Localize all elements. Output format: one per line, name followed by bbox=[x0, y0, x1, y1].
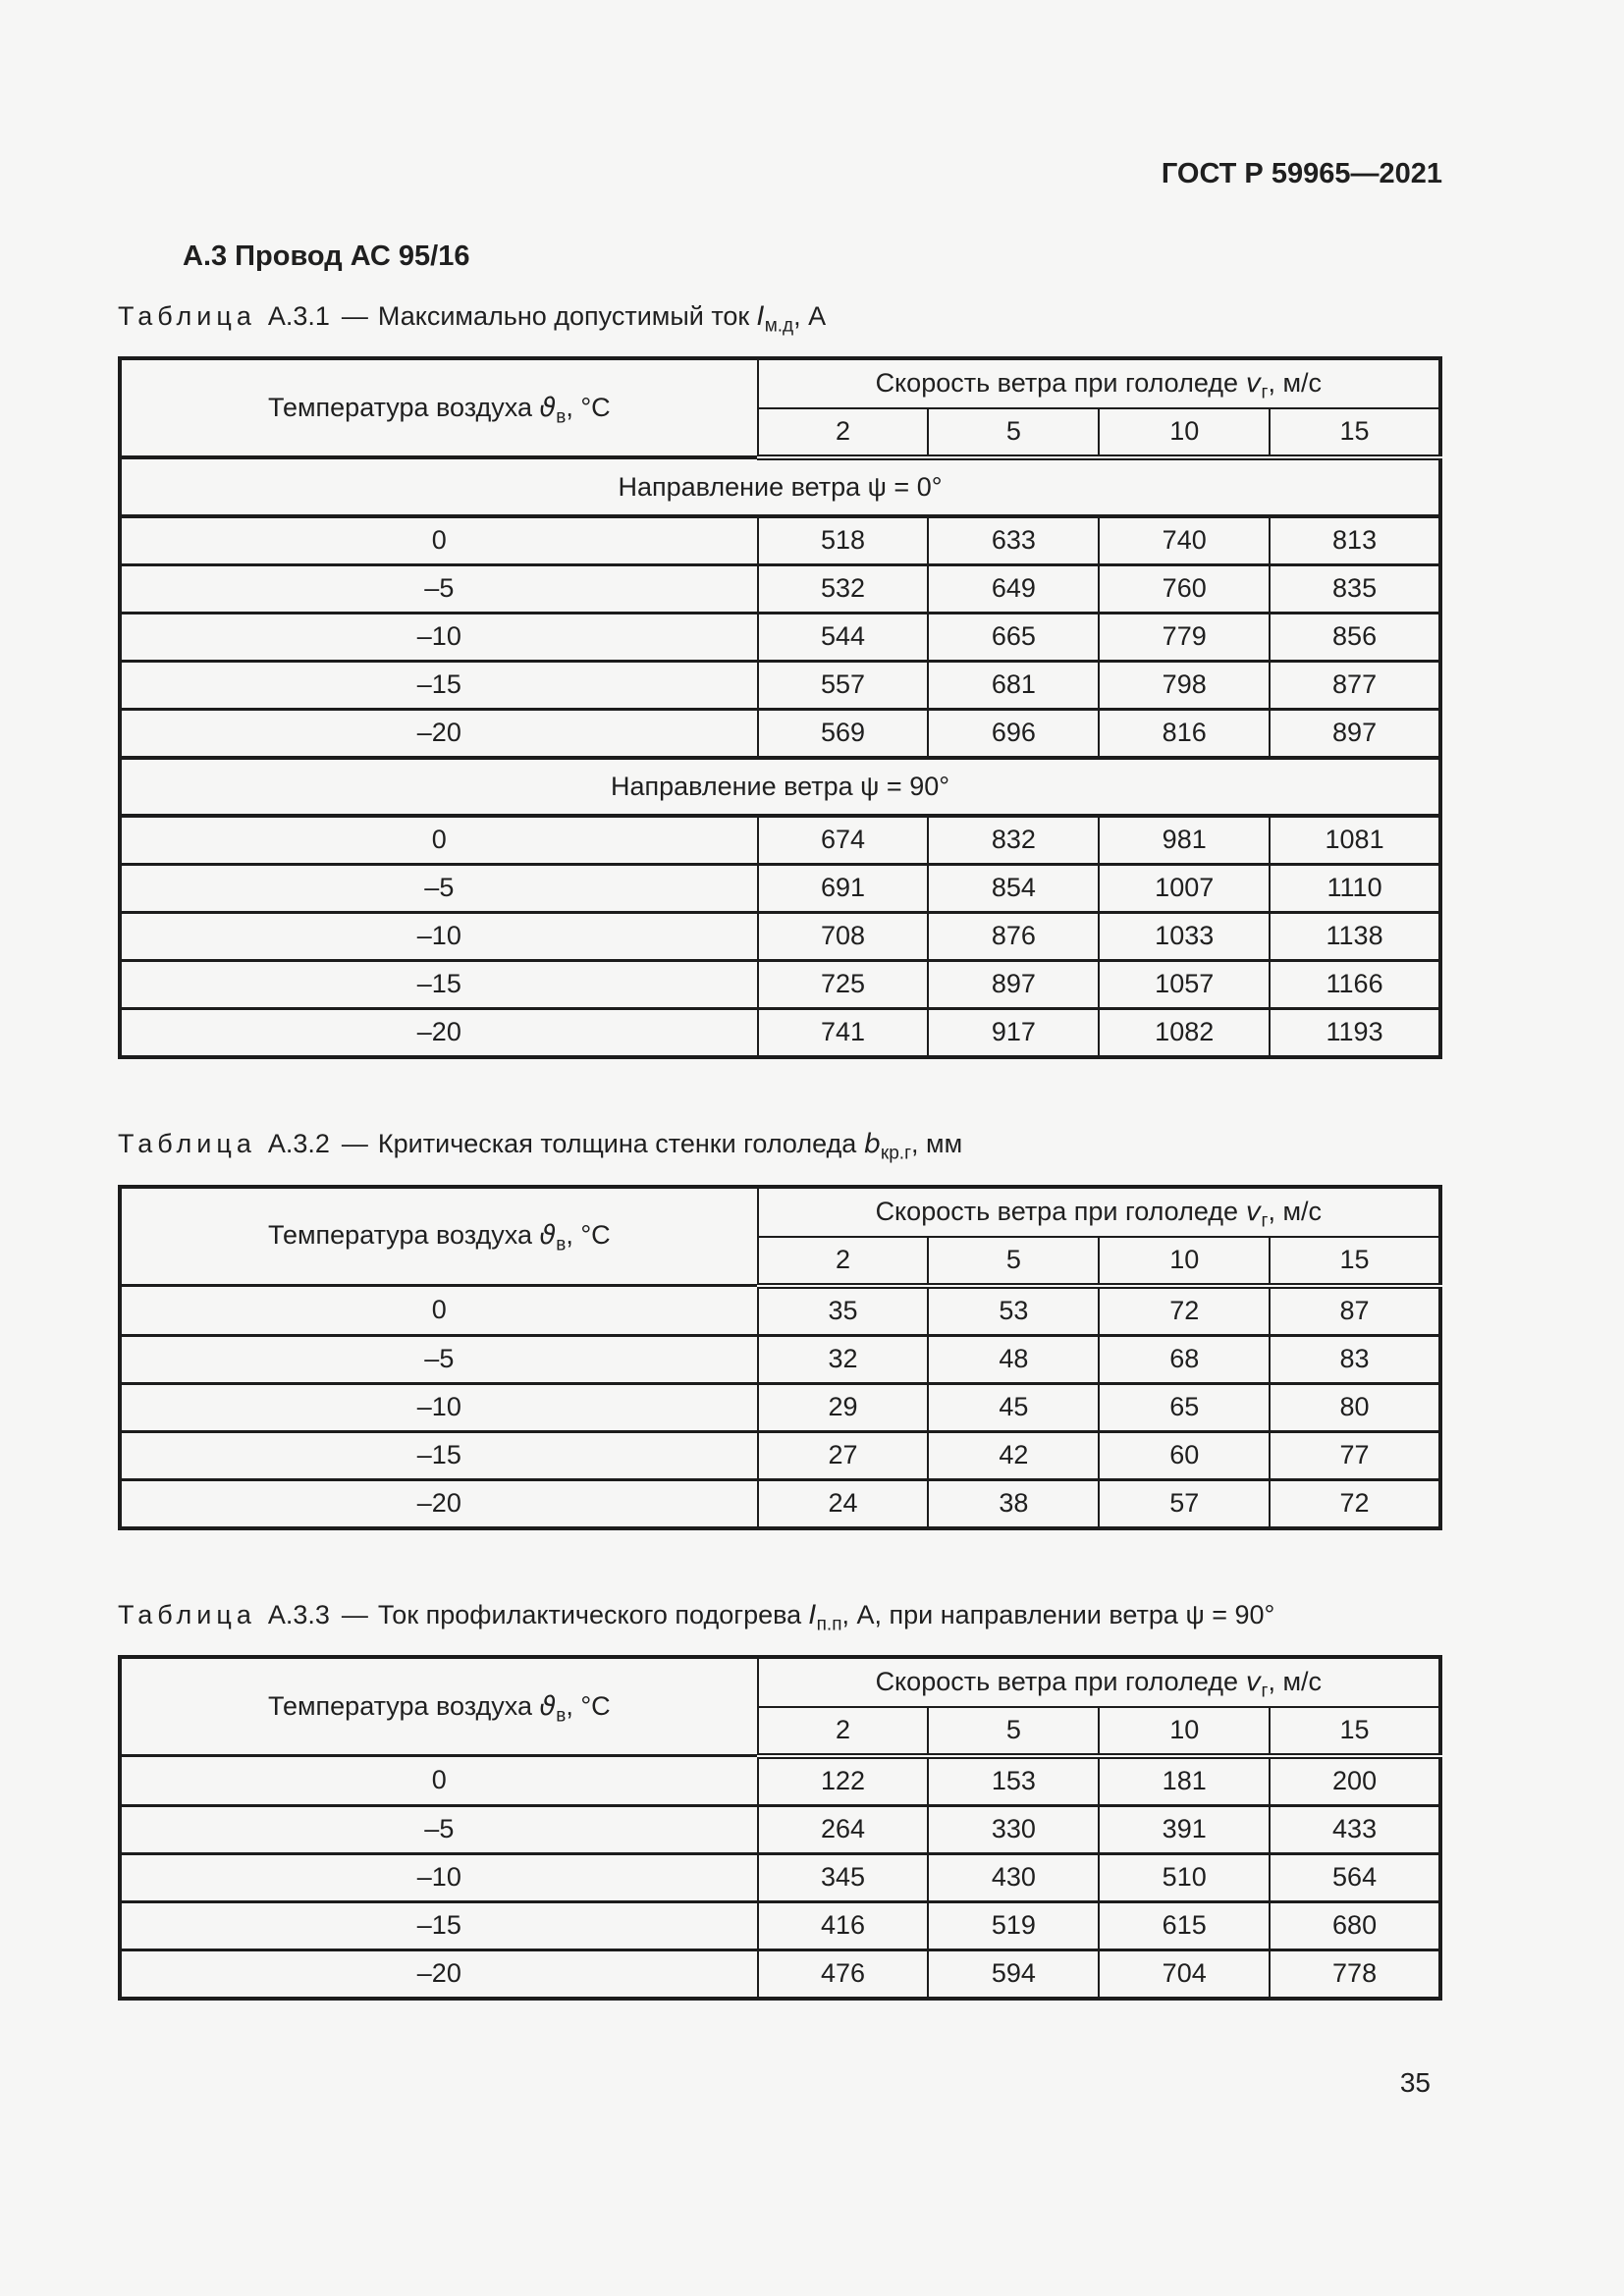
value-cell: 981 bbox=[1099, 816, 1270, 865]
value-cell: 532 bbox=[758, 565, 929, 614]
temp-header-text: Температура воздуха bbox=[267, 392, 540, 422]
v-symbol: v bbox=[1245, 368, 1262, 400]
value-cell: 29 bbox=[758, 1383, 929, 1431]
value-cell: 877 bbox=[1270, 662, 1440, 710]
value-cell: 83 bbox=[1270, 1335, 1440, 1383]
value-cell: 741 bbox=[758, 1009, 929, 1058]
value-cell: 53 bbox=[928, 1286, 1099, 1336]
temperature-value-cell: –10 bbox=[120, 1383, 758, 1431]
value-cell: 72 bbox=[1099, 1286, 1270, 1336]
value-cell: 1110 bbox=[1270, 865, 1440, 913]
wind-speed-group-header bbox=[758, 1657, 1440, 1707]
table-row bbox=[120, 865, 1440, 913]
speed-header-text: Скорость ветра при гололеде bbox=[875, 1196, 1246, 1226]
temperature-value-cell: 0 bbox=[120, 516, 758, 565]
wind-direction-row bbox=[120, 758, 1440, 816]
caption-suffix: , мм bbox=[911, 1129, 963, 1159]
value-cell: 760 bbox=[1099, 565, 1270, 614]
caption-label: Таблица bbox=[118, 1129, 256, 1159]
table-header-row bbox=[120, 1187, 1440, 1237]
temperature-value-cell: –15 bbox=[120, 1901, 758, 1949]
value-cell: 704 bbox=[1099, 1949, 1270, 1999]
value-cell: 519 bbox=[928, 1901, 1099, 1949]
value-cell: 330 bbox=[928, 1805, 1099, 1853]
speed-col-header: 10 bbox=[1099, 1707, 1270, 1756]
caption-number: А.3.2 bbox=[267, 1129, 330, 1159]
value-cell: 708 bbox=[758, 913, 929, 961]
speed-col-header: 5 bbox=[928, 1237, 1099, 1286]
value-cell: 391 bbox=[1099, 1805, 1270, 1853]
section-heading: А.3 Провод АС 95/16 bbox=[183, 240, 470, 272]
value-cell: 778 bbox=[1270, 1949, 1440, 1999]
caption-symbol: b bbox=[863, 1129, 881, 1160]
temperature-column-header bbox=[120, 358, 758, 457]
value-cell: 740 bbox=[1099, 516, 1270, 565]
speed-unit: , м/с bbox=[1268, 1667, 1323, 1697]
value-cell: 35 bbox=[758, 1286, 929, 1336]
value-cell: 476 bbox=[758, 1949, 929, 1999]
wind-direction-label: Направление ветра ψ = 0° bbox=[120, 457, 1440, 516]
value-cell: 674 bbox=[758, 816, 929, 865]
value-cell: 832 bbox=[928, 816, 1099, 865]
document-code-header: ГОСТ Р 59965—2021 bbox=[1161, 158, 1442, 189]
temperature-value-cell: –10 bbox=[120, 1853, 758, 1901]
value-cell: 42 bbox=[928, 1431, 1099, 1479]
temp-subscript: в bbox=[556, 1234, 567, 1255]
value-cell: 77 bbox=[1270, 1431, 1440, 1479]
value-cell: 416 bbox=[758, 1901, 929, 1949]
value-cell: 181 bbox=[1099, 1756, 1270, 1806]
table-row bbox=[120, 913, 1440, 961]
caption-text: Критическая толщина стенки гололеда bbox=[377, 1129, 864, 1159]
temperature-value-cell: 0 bbox=[120, 816, 758, 865]
temperature-value-cell: –5 bbox=[120, 1335, 758, 1383]
value-cell: 38 bbox=[928, 1479, 1099, 1528]
caption-text: Ток профилактического подогрева bbox=[377, 1599, 809, 1629]
value-cell: 897 bbox=[1270, 710, 1440, 759]
temp-unit: , °С bbox=[566, 1220, 611, 1251]
value-cell: 691 bbox=[758, 865, 929, 913]
value-cell: 594 bbox=[928, 1949, 1099, 1999]
table-row bbox=[120, 1286, 1440, 1336]
value-cell: 633 bbox=[928, 516, 1099, 565]
wind-direction-label: Направление ветра ψ = 90° bbox=[120, 758, 1440, 816]
temp-header-text: Температура воздуха bbox=[267, 1220, 540, 1251]
temperature-value-cell: –10 bbox=[120, 614, 758, 662]
speed-unit: , м/с bbox=[1268, 368, 1323, 399]
temperature-value-cell: –20 bbox=[120, 1949, 758, 1999]
caption-number: А.3.1 bbox=[267, 300, 330, 331]
value-cell: 649 bbox=[928, 565, 1099, 614]
temperature-value-cell: –15 bbox=[120, 1431, 758, 1479]
temp-unit: , °С bbox=[566, 1690, 611, 1721]
temperature-column-header bbox=[120, 1657, 758, 1756]
caption-text: Максимально допустимый ток bbox=[377, 300, 757, 331]
temperature-value-cell: –20 bbox=[120, 1479, 758, 1528]
value-cell: 897 bbox=[928, 961, 1099, 1009]
value-cell: 510 bbox=[1099, 1853, 1270, 1901]
table-row bbox=[120, 816, 1440, 865]
caption-subscript: кр.г bbox=[880, 1143, 912, 1164]
table-row bbox=[120, 1949, 1440, 1999]
value-cell: 779 bbox=[1099, 614, 1270, 662]
table-row bbox=[120, 565, 1440, 614]
speed-col-header: 10 bbox=[1099, 1237, 1270, 1286]
temperature-value-cell: –20 bbox=[120, 1009, 758, 1058]
value-cell: 1057 bbox=[1099, 961, 1270, 1009]
speed-col-header: 10 bbox=[1099, 408, 1270, 457]
value-cell: 57 bbox=[1099, 1479, 1270, 1528]
temperature-value-cell: –15 bbox=[120, 662, 758, 710]
value-cell: 518 bbox=[758, 516, 929, 565]
wind-direction-row bbox=[120, 457, 1440, 516]
table-row bbox=[120, 710, 1440, 759]
table-row bbox=[120, 614, 1440, 662]
temperature-value-cell: –5 bbox=[120, 1805, 758, 1853]
value-cell: 557 bbox=[758, 662, 929, 710]
speed-header-text: Скорость ветра при гололеде bbox=[875, 368, 1246, 399]
temperature-column-header bbox=[120, 1187, 758, 1286]
theta-symbol: ϑ bbox=[539, 1220, 557, 1252]
speed-col-header: 5 bbox=[928, 408, 1099, 457]
table-row bbox=[120, 1756, 1440, 1806]
table-row bbox=[120, 1009, 1440, 1058]
speed-col-header: 2 bbox=[758, 1237, 929, 1286]
table-row bbox=[120, 1805, 1440, 1853]
table-row bbox=[120, 1383, 1440, 1431]
speed-header-text: Скорость ветра при гололеде bbox=[875, 1667, 1246, 1697]
speed-subscript: г bbox=[1261, 1681, 1269, 1702]
table-a33-caption bbox=[118, 1599, 1442, 1634]
speed-col-header: 15 bbox=[1270, 1237, 1440, 1286]
value-cell: 87 bbox=[1270, 1286, 1440, 1336]
value-cell: 1007 bbox=[1099, 865, 1270, 913]
caption-label: Таблица bbox=[118, 1599, 256, 1629]
value-cell: 569 bbox=[758, 710, 929, 759]
value-cell: 60 bbox=[1099, 1431, 1270, 1479]
caption-dash: — bbox=[341, 1599, 368, 1629]
wind-speed-group-header bbox=[758, 1187, 1440, 1237]
value-cell: 433 bbox=[1270, 1805, 1440, 1853]
temperature-value-cell: –5 bbox=[120, 865, 758, 913]
caption-label: Таблица bbox=[118, 300, 256, 331]
temp-unit: , °С bbox=[566, 392, 611, 422]
caption-suffix: , А, при направлении ветра ψ = 90° bbox=[841, 1599, 1275, 1629]
caption-subscript: п.п bbox=[816, 1613, 842, 1634]
temp-subscript: в bbox=[556, 406, 567, 428]
table-a31-caption bbox=[118, 300, 1442, 337]
speed-col-header: 15 bbox=[1270, 408, 1440, 457]
speed-col-header: 2 bbox=[758, 1707, 929, 1756]
value-cell: 122 bbox=[758, 1756, 929, 1806]
value-cell: 615 bbox=[1099, 1901, 1270, 1949]
value-cell: 72 bbox=[1270, 1479, 1440, 1528]
value-cell: 1033 bbox=[1099, 913, 1270, 961]
table-row bbox=[120, 516, 1440, 565]
temp-header-text: Температура воздуха bbox=[267, 1690, 540, 1721]
temperature-value-cell: 0 bbox=[120, 1756, 758, 1806]
table-row bbox=[120, 1479, 1440, 1528]
value-cell: 665 bbox=[928, 614, 1099, 662]
v-symbol: v bbox=[1245, 1667, 1262, 1698]
speed-col-header: 5 bbox=[928, 1707, 1099, 1756]
table-a32-caption bbox=[118, 1128, 1442, 1164]
theta-symbol: ϑ bbox=[539, 1690, 557, 1722]
caption-symbol: I bbox=[756, 300, 765, 332]
speed-col-header: 2 bbox=[758, 408, 929, 457]
page-number: 35 bbox=[1399, 2067, 1431, 2098]
value-cell: 430 bbox=[928, 1853, 1099, 1901]
value-cell: 813 bbox=[1270, 516, 1440, 565]
value-cell: 564 bbox=[1270, 1853, 1440, 1901]
table-row bbox=[120, 1853, 1440, 1901]
value-cell: 1082 bbox=[1099, 1009, 1270, 1058]
caption-symbol: I bbox=[808, 1599, 817, 1630]
caption-dash: — bbox=[341, 300, 368, 331]
table-row bbox=[120, 1335, 1440, 1383]
value-cell: 1166 bbox=[1270, 961, 1440, 1009]
caption-subscript: м.д bbox=[764, 315, 794, 337]
theta-symbol: ϑ bbox=[539, 392, 557, 423]
speed-subscript: г bbox=[1261, 382, 1269, 403]
speed-col-header: 15 bbox=[1270, 1707, 1440, 1756]
table-header-row bbox=[120, 358, 1440, 408]
value-cell: 856 bbox=[1270, 614, 1440, 662]
value-cell: 80 bbox=[1270, 1383, 1440, 1431]
value-cell: 1193 bbox=[1270, 1009, 1440, 1058]
table-row bbox=[120, 662, 1440, 710]
value-cell: 45 bbox=[928, 1383, 1099, 1431]
value-cell: 544 bbox=[758, 614, 929, 662]
speed-subscript: г bbox=[1261, 1210, 1269, 1232]
value-cell: 48 bbox=[928, 1335, 1099, 1383]
caption-number: А.3.3 bbox=[267, 1599, 330, 1629]
value-cell: 264 bbox=[758, 1805, 929, 1853]
value-cell: 854 bbox=[928, 865, 1099, 913]
value-cell: 200 bbox=[1270, 1756, 1440, 1806]
value-cell: 27 bbox=[758, 1431, 929, 1479]
temperature-value-cell: –20 bbox=[120, 710, 758, 759]
caption-dash: — bbox=[341, 1129, 368, 1159]
wind-speed-group-header bbox=[758, 358, 1440, 408]
value-cell: 345 bbox=[758, 1853, 929, 1901]
temp-subscript: в bbox=[556, 1705, 567, 1727]
value-cell: 65 bbox=[1099, 1383, 1270, 1431]
value-cell: 876 bbox=[928, 913, 1099, 961]
caption-suffix: , А bbox=[793, 300, 827, 331]
value-cell: 816 bbox=[1099, 710, 1270, 759]
value-cell: 696 bbox=[928, 710, 1099, 759]
value-cell: 680 bbox=[1270, 1901, 1440, 1949]
speed-unit: , м/с bbox=[1268, 1196, 1323, 1226]
table-row bbox=[120, 961, 1440, 1009]
value-cell: 798 bbox=[1099, 662, 1270, 710]
temperature-value-cell: 0 bbox=[120, 1286, 758, 1336]
page-content bbox=[118, 0, 1442, 2001]
value-cell: 1081 bbox=[1270, 816, 1440, 865]
value-cell: 835 bbox=[1270, 565, 1440, 614]
temperature-value-cell: –5 bbox=[120, 565, 758, 614]
value-cell: 153 bbox=[928, 1756, 1099, 1806]
table-a31 bbox=[118, 356, 1442, 1059]
temperature-value-cell: –15 bbox=[120, 961, 758, 1009]
table-row bbox=[120, 1431, 1440, 1479]
table-a32 bbox=[118, 1185, 1442, 1530]
table-header-row bbox=[120, 1657, 1440, 1707]
value-cell: 681 bbox=[928, 662, 1099, 710]
value-cell: 32 bbox=[758, 1335, 929, 1383]
value-cell: 725 bbox=[758, 961, 929, 1009]
table-row bbox=[120, 1901, 1440, 1949]
value-cell: 1138 bbox=[1270, 913, 1440, 961]
value-cell: 917 bbox=[928, 1009, 1099, 1058]
value-cell: 68 bbox=[1099, 1335, 1270, 1383]
v-symbol: v bbox=[1245, 1196, 1262, 1227]
value-cell: 24 bbox=[758, 1479, 929, 1528]
temperature-value-cell: –10 bbox=[120, 913, 758, 961]
table-a33 bbox=[118, 1655, 1442, 2001]
